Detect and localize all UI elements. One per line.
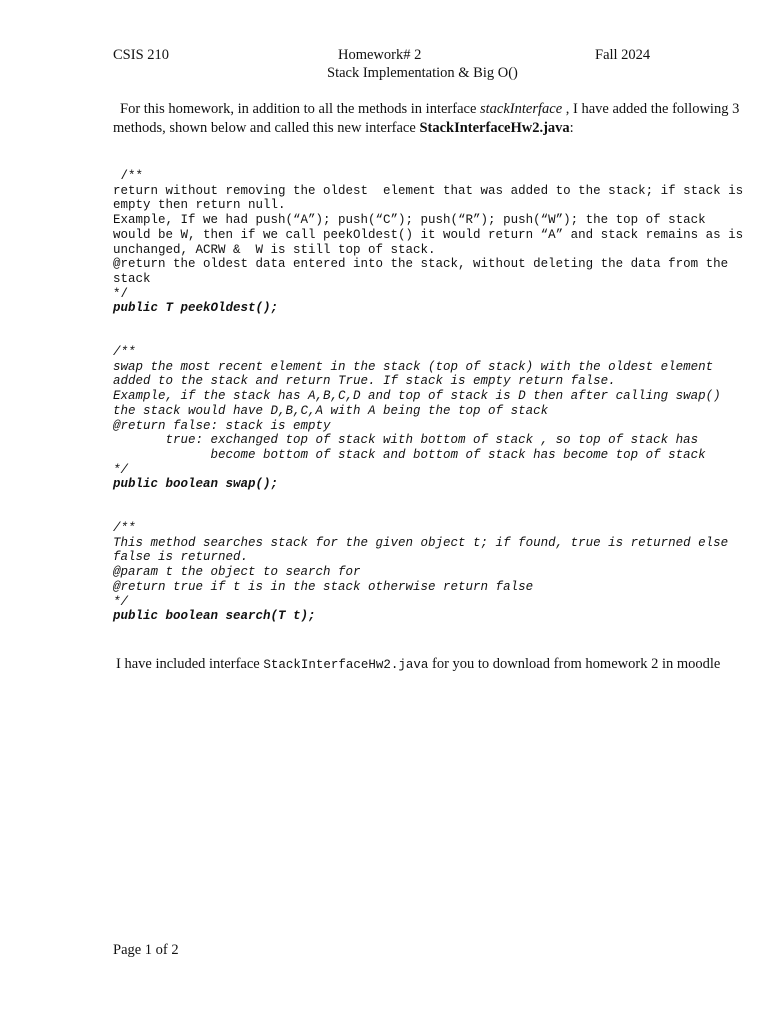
page-subtitle: Stack Implementation & Big O() [327, 65, 518, 81]
comment-line: @return true if t is in the stack otherwise return false [113, 579, 534, 594]
intro-text-end: : [569, 119, 574, 136]
comment-line: become bottom of stack and bottom of stack has become top of stack [113, 447, 706, 462]
comment-line: /** [113, 169, 144, 183]
closing-paragraph [113, 655, 743, 675]
intro-paragraph [113, 100, 753, 137]
comment-line: stack [113, 271, 151, 286]
comment-line: @param t the object to search for [113, 565, 361, 580]
method-signature: public boolean search(T t); [113, 609, 316, 624]
comment-line: */ [113, 594, 129, 609]
closing-text-after: for you to download from homework 2 in moodle [428, 656, 721, 672]
comment-line: empty then return null. [113, 198, 286, 213]
comment-line: true: exchanged top of stack with bottom of stack , so top of stack has [113, 433, 699, 448]
comment-line: Example, If we had push(“A”); push(“C”); push(“R”); push(“W”); the top of stack [113, 213, 706, 228]
comment-line: Example, if the stack has A,B,C,D and top of stack is D then after calling swap() [113, 389, 721, 404]
comment-line: false is returned. [113, 550, 249, 565]
comment-line: @return the oldest data entered into the stack, without deleting the data from the [113, 257, 729, 272]
comment-line: /** [113, 521, 136, 535]
comment-line: This method searches stack for the given object t; if found, true is returned else [113, 535, 729, 550]
term: Fall 2024 [595, 47, 651, 63]
assignment-title: Homework# 2 [338, 47, 422, 63]
course-code: CSIS 210 [113, 47, 170, 63]
intro-text-before: For this homework, in addition to all the methods in interface [120, 101, 481, 117]
comment-line: */ [113, 286, 129, 301]
closing-text-before: I have included interface [116, 656, 264, 672]
method-signature: public T peekOldest(); [113, 301, 279, 316]
comment-line: return without removing the oldest element that was added to the stack; if stack is [113, 183, 744, 198]
comment-line: swap the most recent element in the stack (top of stack) with the oldest element [113, 359, 714, 374]
new-interface-name: StackInterfaceHw2.java [419, 119, 570, 136]
download-file-name: StackInterfaceHw2.java [263, 658, 429, 672]
comment-line: the stack would have D,B,C,A with A being the top of stack [113, 403, 549, 418]
method-signature: public boolean swap(); [113, 477, 279, 492]
interface-name: stackInterface [480, 101, 563, 117]
intro-text-middle: , I have added the following 3 methods, shown below and called this new interface [113, 101, 740, 136]
peek-oldest-method-block [113, 169, 763, 316]
page-number: Page 1 of 2 [113, 942, 179, 958]
comment-line: */ [113, 462, 129, 477]
swap-method-block [113, 345, 763, 492]
comment-line: /** [113, 345, 136, 359]
search-method-block [113, 521, 763, 624]
comment-line: added to the stack and return True. If stack is empty return false. [113, 374, 616, 389]
comment-line: unchanged, ACRW & W is still top of stack. [113, 242, 436, 257]
comment-line: would be W, then if we call peekOldest() it would return “A” and stack remains as is [113, 227, 744, 242]
comment-line: @return false: stack is empty [113, 418, 331, 433]
